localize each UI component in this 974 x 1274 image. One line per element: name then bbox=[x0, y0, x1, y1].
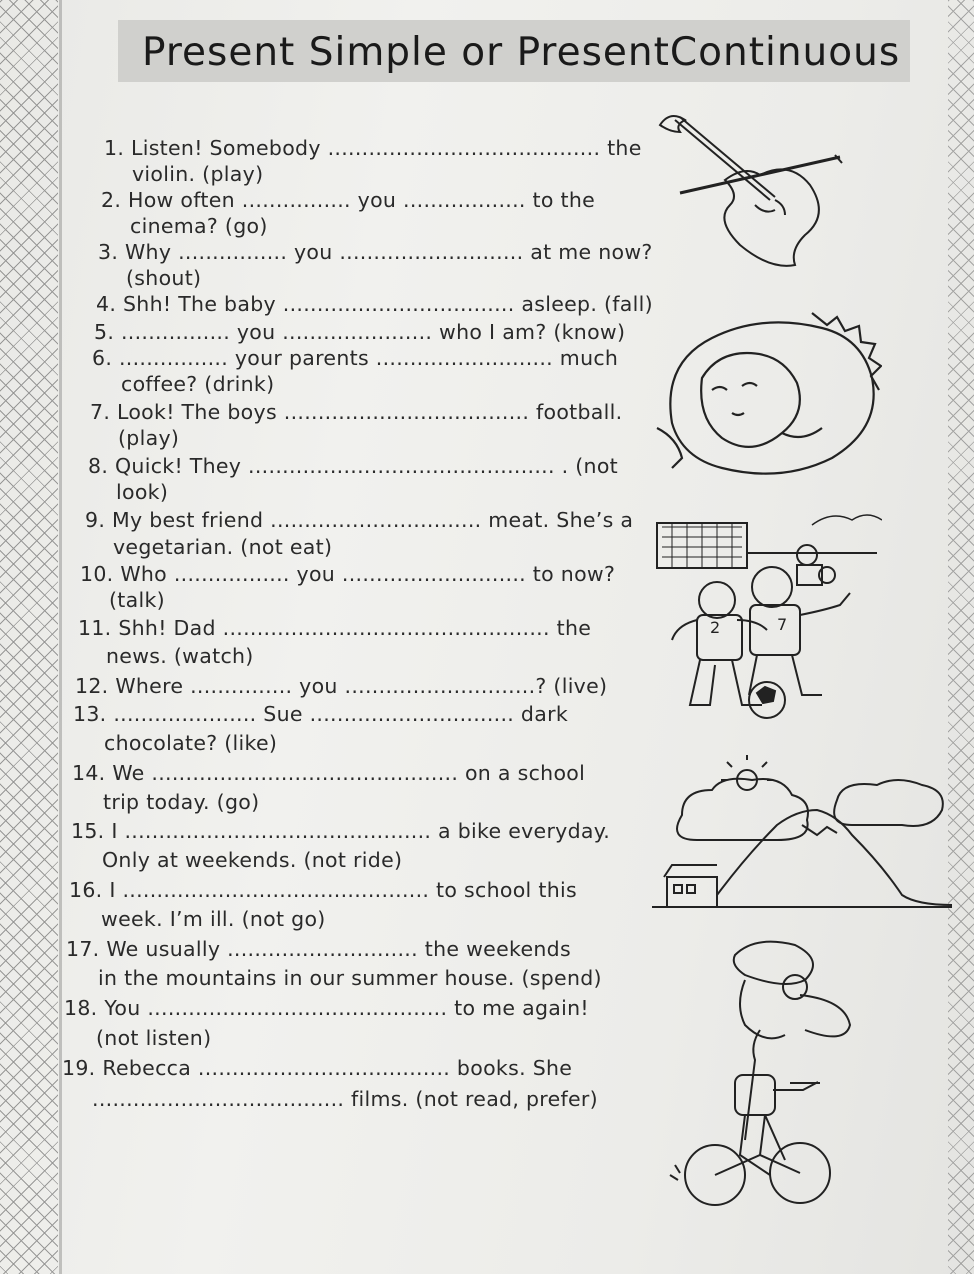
exercise-line: 6. ................ your parents .......................... much bbox=[92, 346, 619, 370]
exercise-line: (talk) bbox=[109, 588, 165, 612]
exercise-line: 15. I ............................................. a bike everyday. bbox=[71, 819, 611, 843]
svg-text:2: 2 bbox=[710, 618, 721, 637]
boys-football-illustration bbox=[652, 505, 882, 725]
exercise-line: 3. Why ................ you ........................... at me now? bbox=[98, 240, 653, 264]
exercise-line: ..................................... films. (not read, prefer) bbox=[92, 1087, 598, 1111]
exercise-line: 13. ..................... Sue .............................. dark bbox=[73, 702, 568, 726]
page-title: Present Simple or PresentContinuous bbox=[142, 30, 901, 75]
mountain-landscape-illustration bbox=[652, 755, 962, 915]
exercise-line: 10. Who ................. you ........................... to now? bbox=[80, 562, 616, 586]
violin-illustration bbox=[650, 105, 860, 270]
exercise-line: look) bbox=[116, 480, 169, 504]
exercise-line: trip today. (go) bbox=[103, 790, 260, 814]
exercise-line: in the mountains in our summer house. (spend) bbox=[98, 966, 602, 990]
exercise-line: 18. You ............................................ to me again! bbox=[64, 996, 589, 1020]
exercise-line: 11. Shh! Dad ................................................ the bbox=[78, 616, 592, 640]
exercise-line: 16. I ............................................. to school this bbox=[69, 878, 577, 902]
exercise-line: news. (watch) bbox=[106, 644, 254, 668]
exercise-line: 4. Shh! The baby .................................. asleep. (fall) bbox=[96, 292, 653, 316]
exercise-line: vegetarian. (not eat) bbox=[113, 535, 333, 559]
exercise-line: 1. Listen! Somebody ........................................ the bbox=[104, 136, 642, 160]
exercise-line: (not listen) bbox=[96, 1026, 212, 1050]
exercise-line: 5. ................ you ...................... who I am? (know) bbox=[94, 320, 626, 344]
exercise-line: 17. We usually ............................ the weekends bbox=[66, 937, 571, 961]
exercise-line: chocolate? (like) bbox=[104, 731, 278, 755]
decorative-border-left bbox=[0, 0, 58, 1274]
exercise-line: Only at weekends. (not ride) bbox=[102, 848, 403, 872]
exercise-line: week. I’m ill. (not go) bbox=[101, 907, 326, 931]
decorative-border-right bbox=[948, 0, 974, 1274]
exercise-line: 2. How often ................ you .................. to the bbox=[101, 188, 596, 212]
exercise-line: violin. (play) bbox=[132, 162, 264, 186]
exercise-line: 7. Look! The boys .................................... football. bbox=[90, 400, 623, 424]
svg-text:7: 7 bbox=[777, 615, 788, 634]
exercise-line: coffee? (drink) bbox=[121, 372, 275, 396]
exercise-line: (shout) bbox=[126, 266, 202, 290]
exercise-line: cinema? (go) bbox=[130, 214, 268, 238]
exercise-line: 8. Quick! They ............................................. . (not bbox=[88, 454, 619, 478]
exercise-line: 14. We ............................................. on a school bbox=[72, 761, 586, 785]
exercise-line: 12. Where ............... you ............................? (live) bbox=[75, 674, 608, 698]
sleeping-baby-illustration bbox=[652, 308, 882, 488]
exercise-line: 9. My best friend ............................... meat. She’s a bbox=[85, 508, 634, 532]
cyclist-illustration bbox=[665, 935, 865, 1215]
exercise-line: 19. Rebecca ..................................... books. She bbox=[62, 1056, 573, 1080]
exercise-line: (play) bbox=[118, 426, 180, 450]
